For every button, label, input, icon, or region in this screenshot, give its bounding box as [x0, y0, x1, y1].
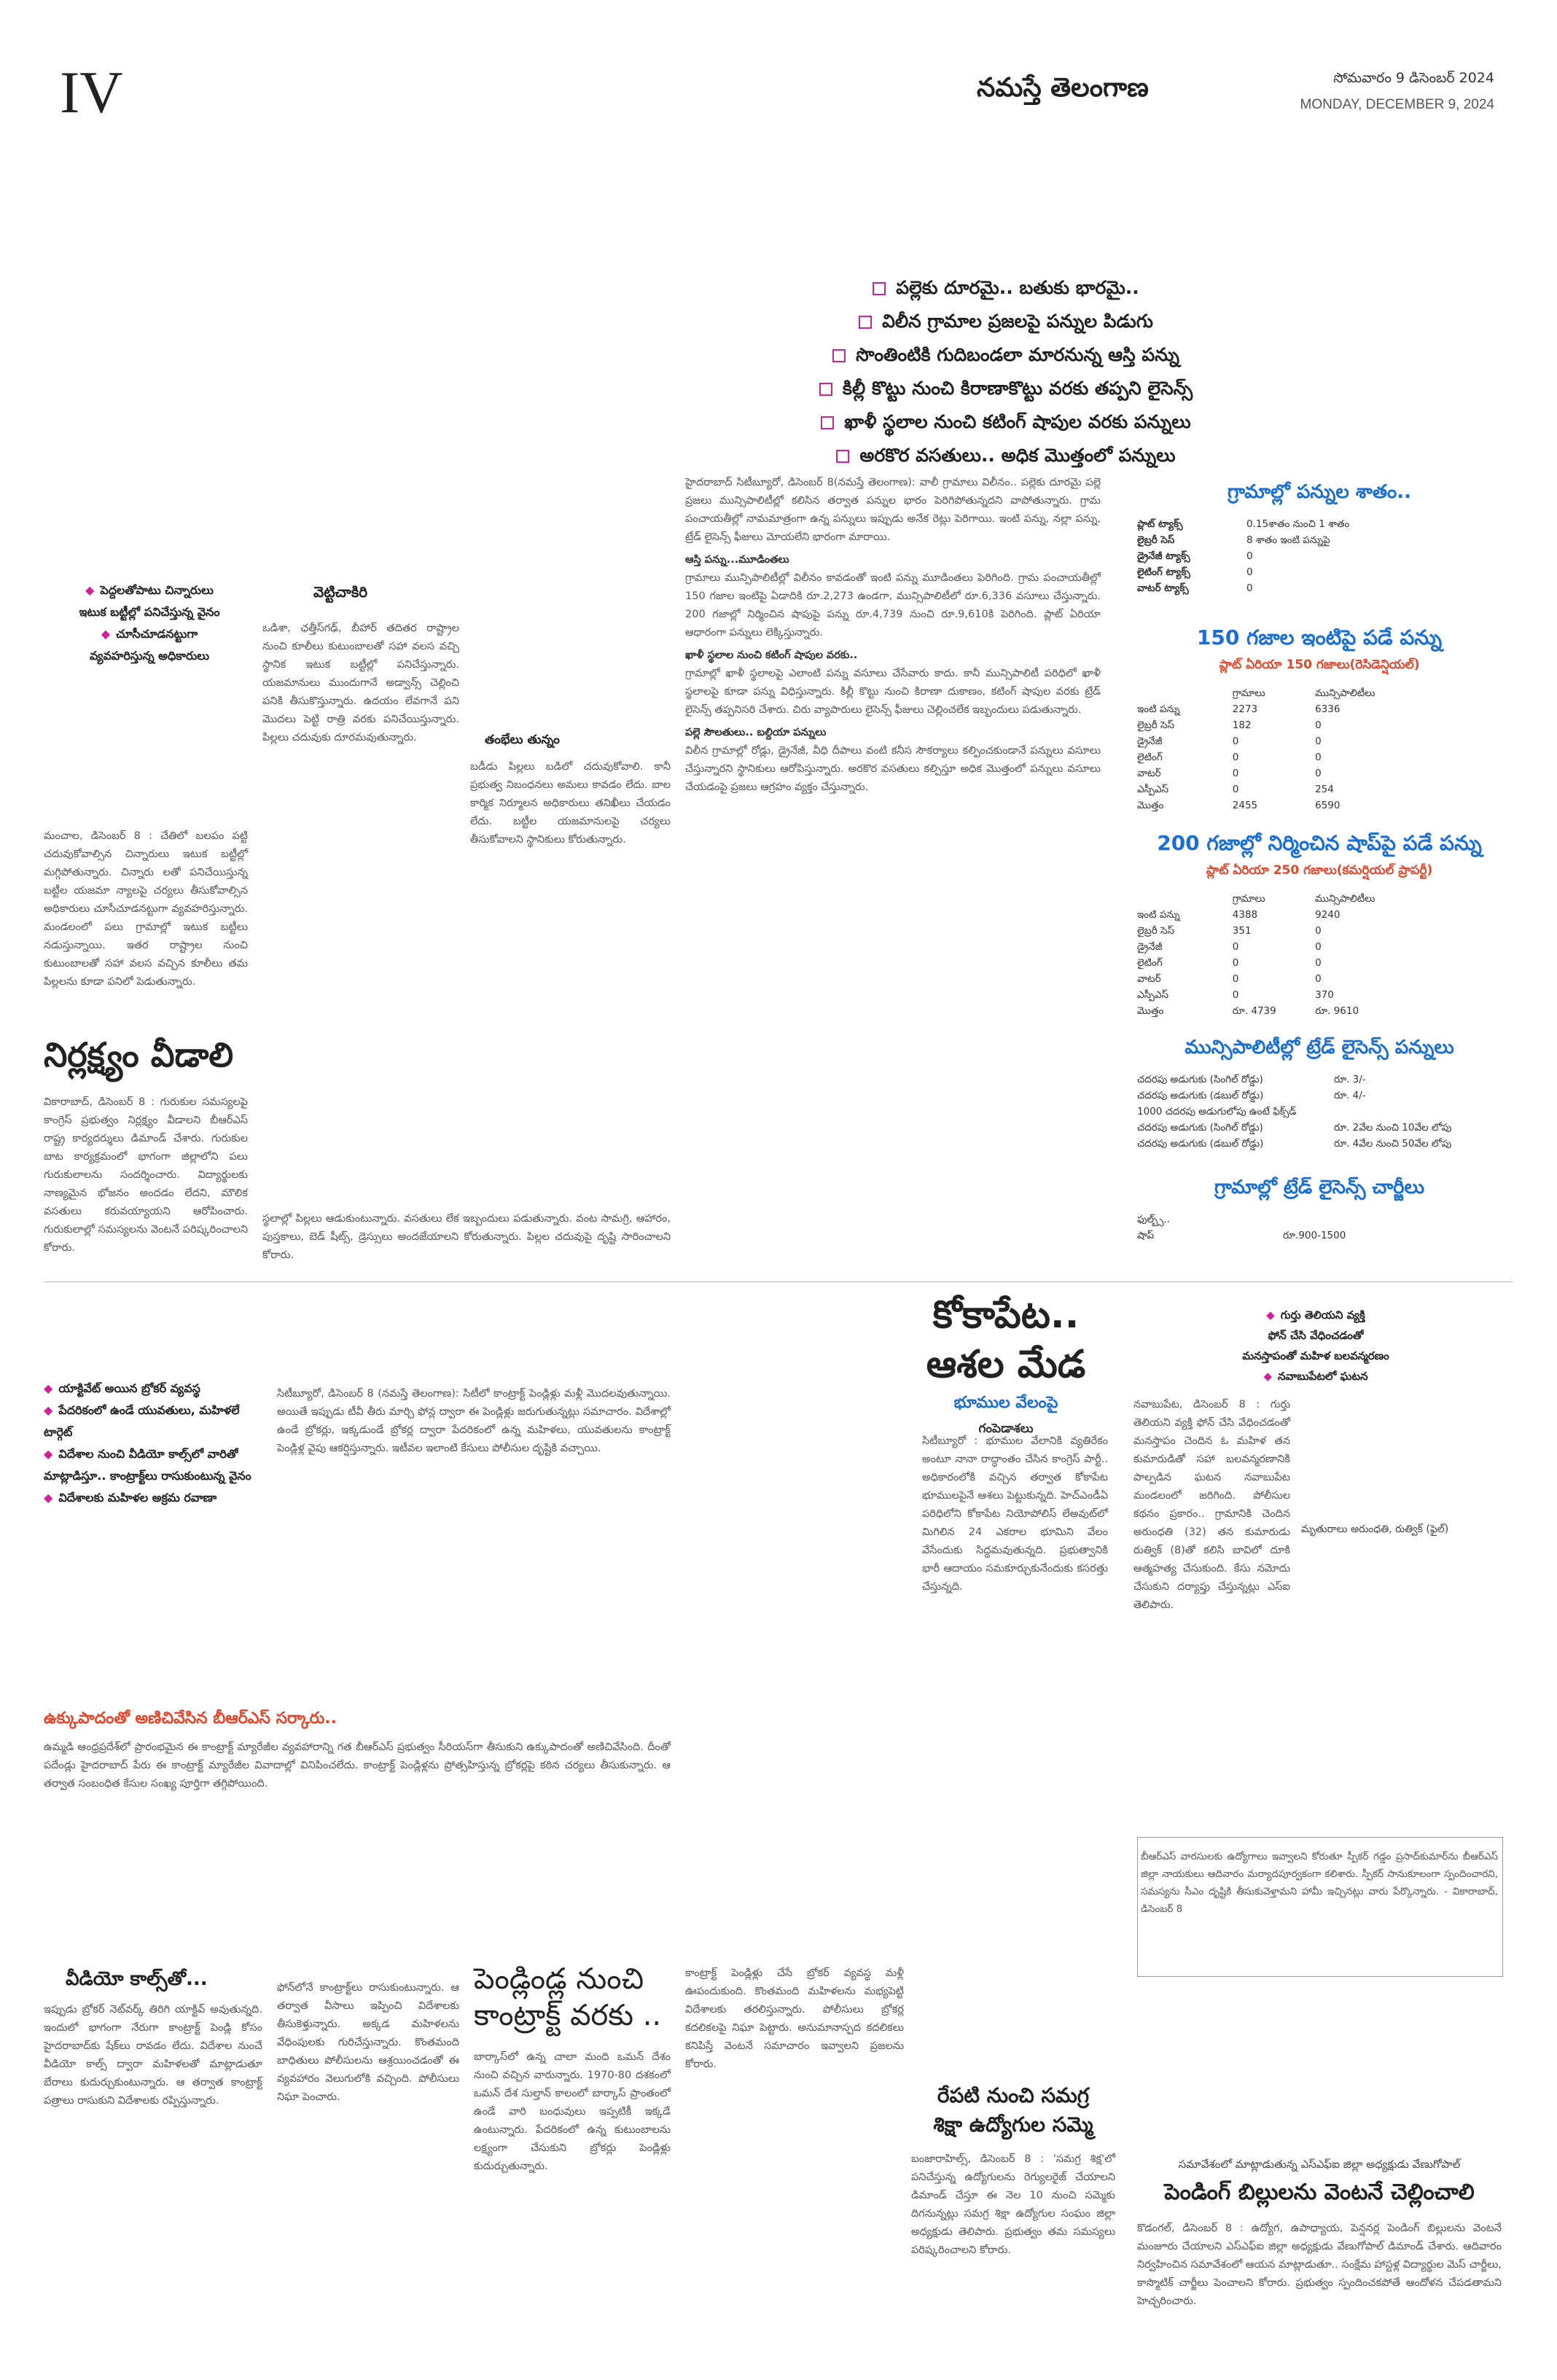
lead-paragraph: గ్రామాలు మున్సిపాలిటీల్లో విలీనం కావడంతో ఇంటి పన్ను మూడింతలు పెరిగింది. గ్రామ పంచాయతీల్లో 150 గజాల ఇంటిపై ఏడాదికి రూ.2,273 ఉండగా, మున్సిపాలిటీలో రూ.6,336 వసూలు చేస్తున్నారు. 200 గజాల్లో నిర్మించిన షాపుపై పన్ను రూ.4,739 నుంచి రూ.9,610కి పెరిగింది. ప్లాట్ ఏరియా ఆధారంగా పన్నులు లెక్కిస్తున్నారు.	[685, 572, 1101, 639]
diamond-icon: ◆	[1266, 1308, 1275, 1322]
table-row: మొత్తం రూ. 4739 రూ. 9610	[1137, 1005, 1359, 1017]
diamond-icon: ◆	[101, 627, 111, 641]
neglect-headline: నిర్లక్ష్యం వీడాలి	[44, 1035, 234, 1074]
lead-subhead: పల్లె సౌలతులు.. బల్దియా పన్నులు	[685, 727, 827, 738]
tax-table-150	[1137, 685, 1385, 814]
table-row: లైబ్రరీ సెస్ 8 శాతం ఇంటి పన్నుపై	[1137, 534, 1330, 546]
highlight-item: అరకొర వసతులు.. అధిక మొత్తంలో పన్నులు	[773, 439, 1239, 472]
broker-col-video: ఇప్పుడు బ్రోకర్ నెట్‌వర్క్ తిరిగి యాక్టివ్ అవుతున్నది. ఇందులో భాగంగా నేరుగా కాంట్రాక్ట్ పెండ్లి కోసం హైదరాబాద్‌కు షేక్‌లు రావడం లేదు. విదేశాల నుంచే వీడియో కాల్స్ ద్వారా మహిళలతో మాట్లాడుతూ బేరాలు కుదుర్చుకుంటున్నారు. ఆ తర్వాత కాంట్రాక్ట్ పత్రాలు రాసుకుని విదేశాలకు రప్పిస్తున్నారు.	[44, 2004, 262, 2107]
bullet-item: ◆ పెద్దలతోపాటు చిన్నారులు	[85, 583, 214, 597]
child-labour-bullets	[44, 580, 255, 667]
village-license-table	[1137, 1212, 1443, 1244]
photo-caption: మృతురాలు అరుంధతి, రుత్విక్ (ఫైల్)	[1301, 1523, 1449, 1535]
tax-panel	[1137, 481, 1502, 1244]
tax-panel-title: 150 గజాల ఇంటిపై పడే పన్ను	[1196, 625, 1443, 649]
child-labour-col2: ఒడిశా, ఛత్తీస్‌గఢ్, బీహార్ తదితర రాష్ట్రాల నుంచి కూలీలు కుటుంబాలతో సహా వలస వచ్చి స్థానిక ఇటుక బట్టీల్లో పనిచేస్తున్నారు. యజమానులు ముందుగానే అడ్వాన్స్ చెల్లించి పనికి తీసుకొస్తున్నారు. ఉదయం లేవగానే పని మొదలు పెట్టి రాత్రి వరకు పనిచేయిస్తున్నారు. పిల్లలు చదువుకు దూరమవుతున్నారు.	[262, 623, 459, 744]
table-row: షాప్ రూ.900-1500	[1137, 1230, 1346, 1241]
diamond-icon: ◆	[44, 1381, 53, 1395]
tax-panel-title: గ్రామాల్లో ట్రేడ్ లైసెన్స్ చార్జీలు	[1214, 1177, 1424, 1198]
diamond-icon: ◆	[44, 1403, 53, 1417]
tax-panel-title: 200 గజాల్లో నిర్మించిన షాప్‌పై పడే పన్ను	[1157, 831, 1482, 855]
masthead: నమస్తే తెలంగాణ	[977, 73, 1149, 103]
table-row: డ్రైనేజీ 0 0	[1137, 941, 1322, 953]
bullet-item: ఫోన్ చేసి వేధించడంతో	[1268, 1329, 1364, 1342]
tax-table-200	[1137, 891, 1385, 1019]
suicide-body: నవాబుపేట, డిసెంబర్ 8 : గుర్తు తెలియని వ్యక్తి ఫోన్ చేసి వేధించడంతో మనస్తాపం చెందిన ఓ మహిళ తన కుమారుడితో సహా బలవన్మరణానికి పాల్పడిన ఘటన నవాబుపేట మండలంలో జరిగింది. పోలీసుల కథనం ప్రకారం.. గ్రామానికి చెందిన అరుంధతి (32) తన కుమారుడు రుత్విక్ (8)తో కలిసి బావిలో దూకి ఆత్మహత్య చేసుకుంది. కేసు నమోదు చేసుకుని దర్యాప్తు చేస్తున్నట్లు ఎస్ఐ తెలిపారు.	[1133, 1399, 1290, 1611]
kokapet-headline-line: కోకాపేట..	[932, 1293, 1080, 1337]
bullet-item: ◆ విదేశాల నుంచి వీడియో కాల్స్‌లో వారితో మాట్లాడిస్తూ.. కాంట్రాక్ట్‌లు రాసుకుంటున్న వైనం	[44, 1447, 251, 1483]
highlight-item: కిల్లీ కొట్టు నుంచి కిరాణాకొట్టు వరకు తప్పని లైసెన్స్	[773, 372, 1239, 405]
table-row: వాటర్ 0 0	[1137, 973, 1322, 985]
table-row: మొత్తం 2455 6590	[1137, 800, 1341, 811]
tax-panel-subtitle: ప్లాట్ ఏరియా 150 గజాలు(రెసిడెన్షియల్)	[1219, 658, 1420, 672]
pending-headline: పెండింగ్ బిల్లులను వెంటనే చెల్లించాలి	[1164, 2180, 1475, 2205]
pending-strap: సమావేశంలో మాట్లాడుతున్న ఎస్ఎఫ్ఐ జిల్లా అధ్యక్షుడు వేణుగోపాల్	[1178, 2158, 1461, 2171]
strike-headline-line: శిక్షా ఉద్యోగుల సమ్మె	[933, 2112, 1093, 2137]
diamond-icon: ◆	[44, 1447, 53, 1461]
bullet-item: ◆ విదేశాలకు మహిళల అక్రమ రవాణా	[44, 1491, 217, 1505]
table-row: లైటింగ్ ట్యాక్స్ 0	[1137, 566, 1253, 578]
dateline	[1300, 70, 1494, 113]
table-row: లైటింగ్ 0 0	[1137, 957, 1322, 969]
table-row: లైబ్రరీ సెస్ 182 0	[1137, 719, 1322, 731]
lead-paragraph: విలీన గ్రామాల్లో రోడ్లు, డ్రైనేజీ, వీధి దీపాలు వంటి కనీస సౌకర్యాలు కల్పించకుండానే పన్నులు వసూలు చేస్తున్నారని స్థానికులు ఆరోపిస్తున్నారు. అరకొర వసతులు కల్పిస్తూ అధిక మొత్తంలో పన్నులు వసూలు చేయడంపై ప్రజలు ఆగ్రహం వ్యక్తం చేస్తున్నారు.	[685, 745, 1101, 793]
brs-caption: బీఆర్ఎస్ వారసులకు ఉద్యోగాలు ఇవ్వాలని కోరుతూ స్పీకర్ గడ్డం ప్రసాద్‌కుమార్‌ను బీఆర్ఎస్ జిల్లా నాయకులు ఆదివారం మర్యాదపూర్వకంగా కలిశారు. స్పీకర్ సానుకూలంగా స్పందించారని, సమస్యను సీఎం దృష్టికి తీసుకువెళ్తామని హామీ ఇచ్చినట్లు వారు పేర్కొన్నారు. - వికారాబాద్, డిసెంబర్ 8	[1141, 1851, 1498, 1915]
subhead-tambhelu: తంభేలు తున్నం	[485, 733, 560, 747]
bullet-item: వ్యవహరిస్తున్న అధికారులు	[89, 649, 210, 663]
table-row: ప్లాట్ ట్యాక్స్ 0.15శాతం నుంచి 1 శాతం	[1137, 518, 1350, 530]
highlight-item: ఖాళీ స్థలాల నుంచి కటింగ్ షాపుల వరకు పన్నులు	[773, 405, 1239, 439]
table-row: ఇంటి పన్ను 4388 9240	[1137, 909, 1341, 921]
bullet-item: ◆ పేదరికంలో ఉండే యువతులు, మహిళలే టార్గెట్	[44, 1403, 240, 1439]
child-labour-col3: బడీడు పిల్లలు బడిలో చదువుకోవాలి. కానీ ప్రభుత్వ నిబంధనలు అమలు కావడం లేదు. బాల కార్మిక నిర్మూలన అధికారులు తనిఖీలు చేయడం లేదు. బట్టీల యజమానులపై చర్యలు తీసుకోవాలని స్థానికులు కోరుతున్నారు.	[470, 761, 671, 846]
bullet-item: ◆ నవాబుపేటలో ఘటన	[1263, 1370, 1368, 1383]
diamond-icon: ◆	[85, 583, 95, 597]
table-header: గ్రామాలు మున్సిపాలిటీలు	[1232, 687, 1375, 699]
bullet-item: మనస్తాపంతో మహిళ బలవన్మరణం	[1242, 1349, 1389, 1362]
diamond-icon: ◆	[1263, 1370, 1272, 1383]
table-row: లైటింగ్ 0 0	[1137, 752, 1322, 763]
table-row: డ్రైనేజీ 0 0	[1137, 736, 1322, 747]
lead-story-body	[685, 474, 1101, 1272]
table-row: 1000 చదరపు అడుగులోపు ఉంటే ఫిక్స్‌డ్	[1137, 1106, 1297, 1117]
lead-intro: హైదరాబాద్ సిటీబ్యూరో, డిసెంబర్ 8(నమస్తే తెలంగాణ): వాలీ గ్రామాలు విలీనం.. పల్లెకు దూరమై పల్లె ప్రజలు మున్సిపాలిటీల్లో కలిసిన తర్వాత పన్నుల భారం పెరిగిపోతున్నదని వాపోతున్నారు. గ్రామ పంచాయతీల్లో నామమాత్రంగా ఉన్న పన్నులు ఇప్పుడు అనేక రెట్లు పెరిగాయి. ఇంటి పన్ను, నల్లా పన్ను, ట్రేడ్ లైసెన్స్ ఫీజులు మోయలేని భారంగా మారాయి.	[685, 477, 1101, 543]
table-header: గ్రామాలు మున్సిపాలిటీలు	[1232, 893, 1375, 905]
table-row: డ్రైనేజీ ట్యాక్స్ 0	[1137, 550, 1253, 562]
table-row: చదరపు అడుగుకు (సింగిల్ రోడ్డు) రూ. 2వేల నుంచి 10వేల లోపు	[1137, 1122, 1452, 1134]
table-row: చదరపు అడుగుకు (డబుల్ రోడ్డు) రూ. 4/-	[1137, 1090, 1366, 1101]
broker-headline	[474, 1961, 692, 2034]
table-row: ఎస్పీఎస్ 0 370	[1137, 989, 1334, 1001]
diamond-icon: ◆	[44, 1491, 53, 1505]
checkbox-icon	[832, 349, 846, 362]
strike-headline	[911, 2081, 1115, 2139]
table-row: ఫుల్బ్స్..	[1137, 1214, 1170, 1225]
table-row: చదరపు అడుగుకు (సింగిల్ రోడ్డు) రూ. 3/-	[1137, 1074, 1366, 1085]
strike-body: బంజారాహిల్స్, డిసెంబర్ 8 : 'సమగ్ర శిక్ష'లో పనిచేస్తున్న ఉద్యోగులను రెగ్యులరైజ్ చేయాలని డిమాండ్ చేస్తూ ఈ నెల 10 నుంచి సమ్మెకు దిగనున్నట్లు సమగ్ర శిక్షా ఉద్యోగుల సంఘం జిల్లా అధ్యక్షుడు తెలిపారు. ప్రభుత్వం తమ సమస్యలు పరిష్కరించాలని కోరారు.	[911, 2153, 1115, 2256]
tax-panel-subtitle: ప్లాట్ ఏరియా 250 గజాలు(కమర్షియల్ ప్రాపర్టీ)	[1206, 863, 1433, 878]
checkbox-icon	[821, 416, 834, 429]
checkbox-icon	[859, 316, 872, 329]
page-folio: IV	[60, 59, 123, 125]
kokapet-kicker: భూముల వేలంపై	[953, 1394, 1058, 1412]
highlight-item: పల్లెకు దూరమై.. బతుకు భారమై..	[773, 271, 1239, 305]
section-divider	[44, 1281, 1513, 1282]
table-row: లైబ్రరీ సెస్ 351 0	[1137, 925, 1322, 937]
table-row: వాటర్ 0 0	[1137, 768, 1322, 779]
broker-headline-line: కాంట్రాక్ట్ వరకు ..	[474, 1999, 662, 2032]
kokapet-headline	[897, 1290, 1115, 1439]
checkbox-icon	[873, 282, 886, 295]
trade-license-table	[1137, 1072, 1487, 1152]
bullet-item: ◆ చూసీచూడనట్టుగా	[101, 627, 198, 641]
date-english: MONDAY, DECEMBER 9, 2024	[1300, 97, 1494, 112]
highlight-item: సొంతింటికి గుదిబండలా మారనున్న ఆస్తి పన్ను	[773, 338, 1239, 372]
village-rates-table	[1137, 516, 1443, 596]
broker-paragraph: ఉమ్మడి ఆంధ్రప్రదేశ్‌లో ప్రారంభమైన ఈ కాంట్రాక్ట్ మ్యారేజీల వ్యవహారాన్ని గత బీఆర్ఎస్ ప్రభుత్వం సీరియస్‌గా తీసుకుని ఉక్కుపాదంతో అణిచివేసింది. దీంతో పదేండ్లు హైదరాబాద్ పేరు ఈ కాంట్రాక్ట్ మ్యారేజీల వివాదాల్లో వినిపించలేదు. కాంట్రాక్ట్ పెండ్లిళ్లను ప్రోత్సహిస్తున్న బ్రోకర్లపై కఠిన చర్యలు తీసుకున్నారు. ఆ తర్వాత సంబంధిత కేసుల సంఖ్య పూర్తిగా తగ్గిపోయింది.	[44, 1741, 671, 1790]
kokapet-body: సిటీబ్యూరో : భూముల వేలానికి వ్యతిరేకం అంటూ నానా రాద్ధాంతం చేసిన కాంగ్రెస్ పార్టీ.. అధికారంలోకి వచ్చిన తర్వాత కోకాపేట భూములపైనే ఆశలు పెట్టుకున్నది. హెచ్ఎండీఏ పరిధిలోని కోకాపేట నియోపోలిస్ లేఅవుట్‌లో మిగిలిన 24 ఎకరాల భూమిని వేలం వేసేందుకు సిద్ధమవుతున్నది. ప్రభుత్వానికి భారీ ఆదాయం సమకూర్చుకునేందుకు కసరత్తు చేస్తున్నది.	[922, 1435, 1108, 1593]
tax-panel-title: గ్రామాల్లో పన్నుల శాతం..	[1228, 481, 1411, 503]
table-row: ఎస్పీఎస్ 0 254	[1137, 784, 1334, 795]
lead-subhead: ఖాళీ స్థలాల నుంచి కటింగ్ షాపుల వరకు..	[685, 649, 858, 661]
broker-col-3: బార్కాస్‌లో ఉన్న చాలా మంది ఒమన్ దేశం నుంచి వచ్చిన వారున్నారు. 1970-80 దశకంలో ఒమన్ దేశ సుల్తాన్ కాలంలో బార్కాస్ ప్రాంతంలో ఉండే వారి బంధువులు ఇప్పటికీ ఇక్కడే ఉంటున్నారు. పేదరికంలో ఉన్న కుటుంబాలను లక్ష్యంగా చేసుకుని బ్రోకర్లు పెండ్లిళ్లు కుదుర్చుతున్నారు.	[474, 2051, 671, 2172]
bullet-item: ◆ యాక్టివేట్ అయిన బ్రోకర్ వ్యవస్థ	[44, 1381, 200, 1395]
tax-panel-title: మున్సిపాలిటీల్లో ట్రేడ్ లైసెన్స్ పన్నులు	[1185, 1037, 1454, 1058]
child-labour-col1: మంచాల, డిసెంబర్ 8 : చేతిలో బలపం పట్టి చదువుకోవాల్సిన చిన్నారులు ఇటుక బట్టీల్లో మగ్గిపోతున్నారు. చిన్నారు లతో పనిచేయిస్తున్న బట్టీల యజమా న్యాలపై చర్యలు తీసుకోవాల్సిన అధికారులు చూసీచూడనట్టుగా వ్యవహరిస్తున్నారు. మండలంలో పలు గ్రామాల్లో ఇటుక బట్టీలు నడుస్తున్నాయి. ఇతర రాష్ట్రాల నుంచి కుటుంబాలతో సహా వలస వచ్చిన కూలీలు తమ పిల్లలను కూడా పనిలో పెడుతున్నారు.	[44, 830, 248, 988]
broker-col-4: కాంట్రాక్ట్ పెండ్లిళ్లు చేసే బ్రోకర్ వ్యవస్థ మళ్లీ ఊపందుకుంది. కొంతమంది మహిళలను మభ్యపెట్టి విదేశాలకు తరలిస్తున్నారు. పోలీసులు బ్రోకర్ల కదలికలపై నిఘా పెట్టారు. అనుమానాస్పద కదలికలు కనిపిస్తే వెంటనే సమాచారం ఇవ్వాలని ప్రజలను కోరారు.	[685, 1967, 904, 2070]
checkbox-icon	[836, 450, 849, 463]
highlight-item: విలీన గ్రామాల ప్రజలపై పన్నుల పిడుగు	[773, 305, 1239, 338]
child-labour-bottom: స్థలాల్లో పిల్లలు ఆడుకుంటున్నారు. వసతులు లేక ఇబ్బందులు పడుతున్నారు. వంట సామగ్రి, ఆహారం, పుస్తకాలు, బెడ్ షీట్స్, డ్రెస్సులు అందజేయాలని కోరుతున్నారు. పిల్లల చదువుపై దృష్టి సారించాలని కోరారు.	[262, 1213, 671, 1261]
lead-subhead: ఆస్తి పన్ను...మూడింతలు	[685, 554, 789, 566]
subhead-vettichakiri: వెట్టిచాకిరి	[313, 583, 368, 601]
table-row: వాటర్ ట్యాక్స్ 0	[1137, 582, 1253, 594]
news-photo	[1298, 1392, 1502, 1516]
lead-highlights	[773, 271, 1239, 472]
broker-intro: సిటీబ్యూరో, డిసెంబర్ 8 (నమస్తే తెలంగాణ): సిటీలో కాంట్రాక్ట్ పెండ్లిళ్లు మళ్లీ మొదలవుతున్నాయి. అయితే ఇప్పుడు టీవీ తీరు మార్చి ఫోన్ల ద్వారా ఈ పెండ్లిళ్లు జరుగుతున్నట్లు సమాచారం. విదేశాల్లో ఉండే బ్రోకర్లు, ఇక్కడుండే బ్రోకర్ల ద్వారా పేదరికంలో ఉన్న మహిళలు, యువతులను కాంట్రాక్ట్ పెండ్లిళ్ల వైపు ఆకర్షిస్తున్నారు. ఇటీవల ఇలాంటి కేసులు పోలీసుల దృష్టికి వచ్చాయి.	[277, 1388, 671, 1454]
table-row: చదరపు అడుగుకు (డబుల్ రోడ్డు) రూ. 4వేల నుంచి 50వేల లోపు	[1137, 1138, 1452, 1150]
video-calls-subhead: వీడియో కాల్స్‌తో...	[66, 1968, 208, 1990]
date-telugu: సోమవారం 9 డిసెంబర్ 2024	[1333, 70, 1494, 86]
broker-col-2: ఫోన్‌లోనే కాంట్రాక్ట్‌లు రాసుకుంటున్నారు. ఆ తర్వాత వీసాలు ఇప్పించి విదేశాలకు తీసుకెళ్తున్నారు. అక్కడ మహిళలను వేధింపులకు గురిచేస్తున్నారు. కొంతమంది బాధితులు పోలీసులను ఆశ్రయించడంతో ఈ వ్యవహారం వెలుగులోకి వచ్చింది. పోలీసులు నిఘా పెంచారు.	[277, 1982, 459, 2103]
broker-bullets	[44, 1378, 270, 1509]
broker-red-subhead: ఉక్కుపాదంతో అణిచివేసిన బీఆర్ఎస్ సర్కారు..	[44, 1709, 337, 1728]
neglect-body: వికారాబాద్, డిసెంబర్ 8 : గురుకుల సమస్యలపై కాంగ్రెస్ ప్రభుత్వం నిర్లక్ష్యం వీడాలని బీఆర్ఎస్ రాష్ట్ర కార్యదర్శులు డిమాండ్ చేశారు. గురుకుల బాట కార్యక్రమంలో భాగంగా జిల్లాలోని పలు గురుకులాలను సందర్శించారు. విద్యార్థులకు నాణ్యమైన భోజనం అందడం లేదని, మౌలిక వసతులు కరువయ్యాయని ఆరోపించారు. గురుకులాల్లో సమస్యలను వెంటనే పరిష్కరించాలని కోరారు.	[44, 1096, 248, 1254]
strike-headline-line: రేపటి నుంచి సమగ్ర	[937, 2083, 1090, 2107]
table-row: ఇంటి పన్ను 2273 6336	[1137, 703, 1341, 715]
lead-paragraph: గ్రామాల్లో ఖాళీ స్థలాలపై ఎలాంటి పన్ను వసూలు చేసేవారు కాదు. కానీ మున్సిపాలిటీ పరిధిలో ఖాళీ స్థలాలపై కూడా పన్ను విధిస్తున్నారు. కిల్లీ కొట్టు నుంచి కిరాణా దుకాణం, కటింగ్ షాపుల వరకు ట్రేడ్ లైసెన్స్ తప్పనిసరి చేశారు. చిరు వ్యాపారులు లైసెన్స్ ఫీజులు చెల్లించలేక ఇబ్బందులు పడుతున్నారు.	[685, 668, 1101, 716]
suicide-bullets	[1133, 1305, 1498, 1386]
broker-headline-line: పెండ్లిండ్ల నుంచి	[474, 1962, 644, 1996]
kokapet-headline-line: ఆశల మేడ	[926, 1343, 1086, 1386]
checkbox-icon	[819, 383, 832, 396]
pending-body: కొడంగల్, డిసెంబర్ 8 : ఉద్యోగ, ఉపాధ్యాయ, పెన్షనర్ల పెండింగ్ బిల్లులను వెంటనే మంజూరు చేయాలని ఎస్ఎఫ్ఐ జిల్లా అధ్యక్షుడు వేణుగోపాల్ డిమాండ్ చేశారు. ఆదివారం నిర్వహించిన సమావేశంలో ఆయన మాట్లాడుతూ.. సంక్షేమ హాస్టళ్ల విద్యార్థుల మెస్ చార్జీలు, కాస్మొటిక్ చార్జీలు పెంచాలని కోరారు. ప్రభుత్వం స్పందించకపోతే ఆందోళన చేపడతామని హెచ్చరించారు.	[1137, 2223, 1502, 2307]
kokapet-byline: గంపెడాశలు	[978, 1421, 1034, 1436]
bullet-item: ఇటుక బట్టీల్లో పనిచేస్తున్న వైనం	[79, 605, 220, 619]
bullet-item: ◆ గుర్తు తెలియని వ్యక్తి	[1266, 1308, 1365, 1322]
